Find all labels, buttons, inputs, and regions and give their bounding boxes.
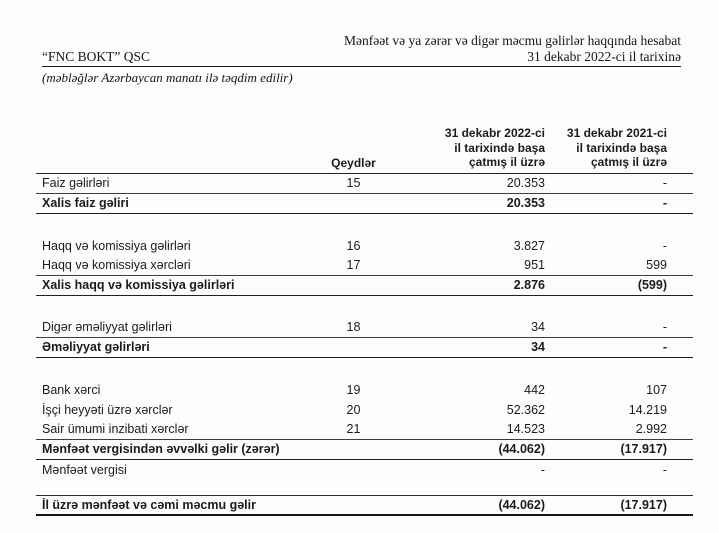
- row-value-2022: 3.827: [513, 238, 545, 253]
- table-spacer: [36, 480, 693, 495]
- row-value-2021: (17.917): [620, 497, 667, 512]
- row-value-2022: 20.353: [506, 176, 545, 190]
- row-value-2021: -: [662, 320, 667, 334]
- row-total-comprehensive-income: [36, 495, 693, 516]
- row-value-2021: (17.917): [620, 442, 667, 456]
- row-income-tax: [36, 460, 693, 480]
- row-value-2022: (44.062): [498, 442, 545, 456]
- row-other-admin-expenses: [36, 420, 693, 440]
- col-header-2021-line3: çatmış il üzrə: [590, 155, 667, 169]
- row-value-2022: 20.353: [506, 196, 545, 210]
- report-title: Mənfəət və ya zərər və digər məcmu gəlirlər haqqında hesabat: [344, 33, 681, 48]
- document-header: [0, 0, 719, 85]
- row-label: İl üzrə mənfəət və cəmi məcmu gəlir: [42, 497, 256, 512]
- col-header-2021-line1: 31 dekabr 2021-ci: [566, 126, 667, 140]
- row-value-2022: 2.876: [513, 278, 545, 292]
- row-bank-expense: [36, 380, 693, 400]
- row-value-2022: 442: [524, 382, 545, 397]
- row-value-2022: (44.062): [498, 497, 545, 512]
- row-value-2021: -: [662, 462, 667, 477]
- row-label: Haqq və komissiya gəlirləri: [42, 238, 191, 253]
- col-header-2022-line1: 31 dekabr 2022-ci: [444, 126, 545, 140]
- row-net-fee-commission-income: [36, 276, 693, 296]
- row-note: 16: [346, 238, 361, 253]
- col-header-2021: [553, 126, 693, 170]
- row-operating-income: [36, 338, 693, 358]
- row-value-2022: 34: [531, 340, 545, 354]
- statement-table: [36, 126, 693, 516]
- table-spacer: [36, 214, 693, 236]
- row-note: 15: [346, 176, 361, 190]
- row-label: Faiz gəlirləri: [42, 176, 110, 190]
- row-value-2021: 14.219: [628, 402, 667, 417]
- row-label: Mənfəət vergisi: [42, 462, 127, 477]
- row-value-2021: (599): [637, 278, 667, 292]
- row-value-2022: 951: [524, 258, 545, 272]
- col-header-2022-line3: çatmış il üzrə: [468, 155, 545, 169]
- row-interest-income: [36, 174, 693, 194]
- row-value-2021: 2.992: [635, 422, 667, 436]
- row-note: 19: [346, 382, 361, 397]
- row-value-2021: -: [662, 238, 667, 253]
- row-fee-commission-expense: [36, 256, 693, 276]
- row-value-2021: -: [662, 196, 667, 210]
- row-profit-before-tax: [36, 440, 693, 460]
- row-value-2021: 599: [646, 258, 667, 272]
- row-value-2021: -: [662, 176, 667, 190]
- row-label: Xalis faiz gəliri: [42, 196, 129, 210]
- row-label: İşçi heyyəti üzrə xərclər: [42, 402, 173, 417]
- row-label: Mənfəət vergisindən əvvəlki gəlir (zərər): [42, 442, 280, 456]
- col-header-2021-line2: il tarixində başa: [576, 140, 667, 155]
- row-note: 17: [346, 258, 361, 272]
- table-spacer: [36, 296, 693, 318]
- row-value-2022: 14.523: [506, 422, 545, 436]
- row-label: Xalis haqq və komissiya gəlirləri: [42, 278, 235, 292]
- row-other-operating-income: [36, 318, 693, 338]
- row-value-2022: 34: [531, 320, 545, 334]
- row-label: Bank xərci: [42, 382, 101, 397]
- row-note: 21: [346, 422, 361, 436]
- col-header-notes: Qeydlər: [331, 155, 376, 170]
- row-value-2021: 107: [646, 382, 667, 397]
- row-label: Sair ümumi inzibati xərclər: [42, 422, 189, 436]
- row-fee-commission-income: [36, 236, 693, 256]
- currency-note: (məbləğlər Azərbaycan manatı ilə təqdim edilir): [42, 70, 293, 85]
- row-note: 18: [346, 320, 361, 334]
- row-value-2022: -: [540, 462, 545, 477]
- company-name: “FNC BOKT” QSC: [42, 49, 151, 64]
- row-value-2021: -: [662, 340, 667, 354]
- row-note: 20: [346, 402, 361, 417]
- table-spacer: [36, 358, 693, 380]
- row-value-2022: 52.362: [506, 402, 545, 417]
- report-date: 31 dekabr 2022-ci il tarixinə: [527, 49, 681, 64]
- table-header-row: [36, 126, 693, 174]
- row-label: Əməliyyat gəlirləri: [42, 340, 150, 354]
- row-label: Digər əməliyyat gəlirləri: [42, 320, 172, 334]
- col-header-2022: [421, 126, 553, 170]
- col-header-2022-line2: il tarixində başa: [454, 140, 545, 155]
- company-row: [42, 49, 681, 67]
- row-net-interest-income: [36, 194, 693, 214]
- row-personnel-expenses: [36, 400, 693, 420]
- row-label: Haqq və komissiya xərcləri: [42, 258, 191, 272]
